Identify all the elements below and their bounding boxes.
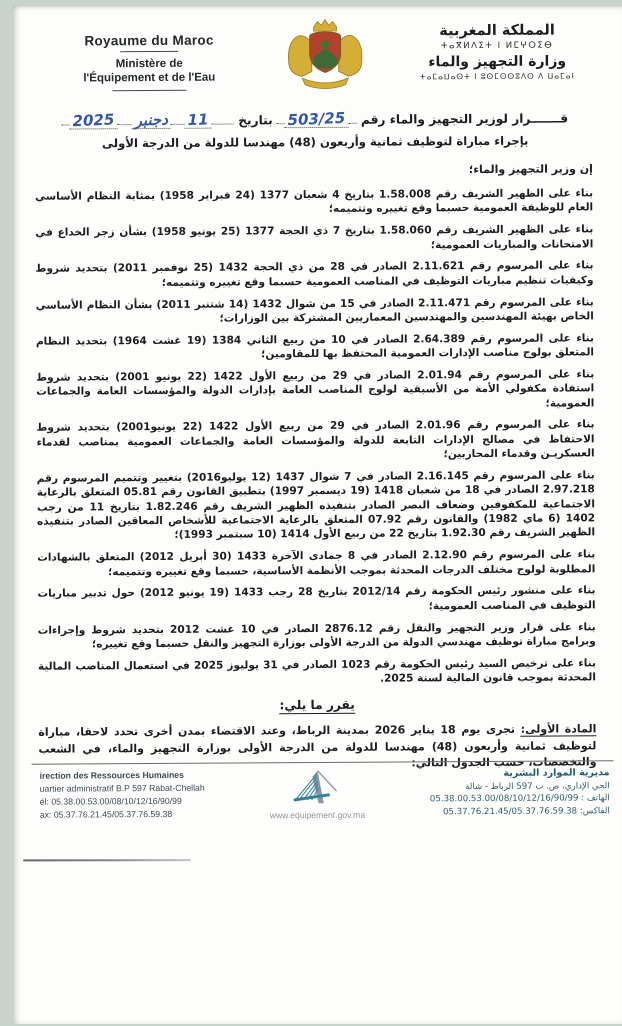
footer-address-ar: الحي الإداري، ص. ب 597 الرباط - شالة xyxy=(465,781,610,793)
clause: بناء على ترخيص السيد رئيس الحكومة رقم 1023 الصادر في 31 يوليوز 2025 في استعمال المناصب المالية المحدثة بموجب قانون المالية لسنة 2025. xyxy=(37,657,597,685)
emblem-container xyxy=(276,18,373,103)
footer-address-fr: uartier administratif B.P 597 Rabat-Chellah xyxy=(39,782,205,794)
page-footer xyxy=(32,760,614,822)
legal-clauses xyxy=(35,186,596,688)
opening-line: إن وزير التجهيز والماء؛ xyxy=(468,162,593,177)
footer-fax-fr: ax: 05.37.76.21.45/05.37.76.59.38 xyxy=(39,809,173,820)
decree-month-handwritten: دجنبر xyxy=(134,110,169,130)
kingdom-name-ar: المملكة المغربية xyxy=(439,22,555,40)
decision-heading: يقرر ما يلي: xyxy=(279,698,355,713)
footer-phone-ar: الهاتف : 05.38.00.53.00/08/10/12/16/90/99 xyxy=(429,793,610,805)
divider xyxy=(120,51,178,52)
decree-subtitle: بإجراء مباراة لتوظيف ثمانية وأربعون (48) مهندسا للدولة من الدرجة الأولى xyxy=(101,133,529,151)
footer-phone-fr: él: 05.38.00.53.00/08/10/12/16/90/99 xyxy=(39,795,182,807)
clause: بناء على المرسوم رقم 2.11.471 الصادر في 15 من شوال 1432 (14 شتنبر 2011) بشأن النظام الأساسي الخاص بهيئة المهندسين والمهندسين المعماريين المشتركة بين الوزارات؛ xyxy=(35,295,594,325)
decree-title-prefix: قـــــــرار لوزير التجهيز والماء رقم xyxy=(360,111,569,127)
letterhead-arabic xyxy=(391,22,603,81)
decree-title-date-word: بتاريخ xyxy=(238,113,273,128)
footer-logo-block xyxy=(242,769,392,821)
ministry-name-fr-line2: l'Équipement et de l'Eau xyxy=(83,71,216,85)
kingdom-name-fr: Royaume du Maroc xyxy=(84,32,214,49)
clause: بناء على الظهير الشريف رقم 1.58.060 بتاريخ 7 ذي الحجة 1377 (25 يونيو 1958) بشأن زجر الخداع في الامتحانات والمباريات العمومية؛ xyxy=(35,223,594,251)
clause: بناء على المرسوم رقم 2.01.94 الصادر في 29 من ربيع الأول 1422 (22 يونيو 2001) بتحديد شروط استفادة مكفولي الأمة من الأسبقية لولوج المناصب العامة بإدارات الدولة والمؤسسات العامة والجماعات العمومية؛ xyxy=(36,368,595,410)
footer-direction-ar: مديرية الموارد البشرية xyxy=(503,767,610,779)
footer-french-block xyxy=(40,769,205,822)
moroccan-coat-of-arms-icon xyxy=(276,18,372,99)
footer-fax-ar: الفاكس: 05.37.76.21.45/05.37.76.59.38 xyxy=(443,806,610,818)
clause: بناء على قرار وزير التجهيز والنقل رقم 2876.12 الصادر في 10 غشت 2012 بتحديد شروط وإجراءات وبرامج مباراة توظيف مهندسي الدولة من الدرجة الأولى بوزارة التجهيز والنقل حسبما وقع تغييره؛ xyxy=(37,620,596,651)
clause: بناء على منشور رئيس الحكومة رقم 2012/14 بتاريخ 28 رجب 1433 (19 يونيو 2012) حول تدبير مباريات التوظيف في المناصب العمومية؛ xyxy=(37,584,596,613)
clause: بناء على المرسوم رقم 2.12.90 الصادر في 8 جمادى الآخرة 1433 (30 أبريل 2012) المتعلق بالشهادات المطلوبة لولوج مختلف الدرجات المحدثة بموجب الأنظمة الأساسية، حسبما وقع تغييره وتتميمه؛ xyxy=(37,548,596,578)
scan-fold-artifact xyxy=(23,859,191,861)
decree-body xyxy=(11,162,622,775)
clause: بناء على المرسوم رقم 2.16.145 الصادر في 7 شوال 1437 (12 يوليو2016) بتغيير وتتميم المرسوم رقم 2.97.218 الصادر في 18 من شعبان 1418 (19 ديسمبر 1997) بتطبيق القانون رقم 05.81 المتعلق بالرعاية الاجتماعية للمكفوفين وضعاف البصر الصادر بتنفيذه الظهير الشريف رقم 1.82.246 بتاريخ 11 من رجب 1402 (6 ماي 1982) والقانون رقم 07.92 المتعلق بالرعاية الاجتماعية للأشخاص المعاقين الصادر بتنفيذه الظهير الشريف رقم 1.92.30 بتاريخ 22 من ربيع الأول 1414 (10 سبتمبر 1993)؛ xyxy=(36,469,596,542)
ministry-name-fr-line1: Ministère de xyxy=(115,57,183,71)
dotted-fill xyxy=(212,113,234,125)
ministry-name-tifinagh: ⵜⴰⵎⴰⵡⴰⵙⵜ ⵏ ⵓⵙⵎⵙⵙⵓⴷⵙ ⴷ ⵡⴰⵎⴰⵏ xyxy=(419,71,575,82)
divider xyxy=(112,90,186,91)
decree-year-handwritten: 2025 xyxy=(72,110,116,131)
footer-arabic-block xyxy=(430,766,610,818)
ministry-name-ar: وزارة التجهيز والماء xyxy=(428,53,567,71)
footer-website-url: www.equipement.gov.ma xyxy=(269,809,366,821)
footer-direction-fr: irection des Ressources Humaines xyxy=(39,769,184,781)
ministry-bridge-logo-icon xyxy=(291,769,343,805)
article-one-label: المادة الأولى: xyxy=(520,722,597,737)
letterhead xyxy=(10,4,620,104)
clause: بناء على المرسوم رقم 2.01.96 الصادر في 29 من ربيع الأول 1422 (22 يونيو2001) بتحديد شروط الاحتفاظ في مصالح الإدارات التابعة للدولة والمؤسسات العامة والجماعات العمومية بمناصب لقدماء العسكريـن وقدماء المحاربين؛ xyxy=(36,418,595,461)
article-one-text: تجرى يوم 18 يناير 2026 بمدينة الرباط، وعند الاقتضاء بمدن أخرى تحدد لاحقا، مباراة لتوظيف ثمانية وأربعون (48) مهندسا للدولة من الدرجة الأولى بوزارة التجهيز والماء، في الشعب والتخصصات، حسب الجدول التالي: xyxy=(38,723,597,770)
dotted-fill xyxy=(349,112,357,124)
clause: بناء على الظهير الشريف رقم 1.58.008 بتاريخ 4 شعبان 1377 (24 فبراير 1958) بمثابة النظام الأساسي العام للوظيفة العمومية حسبما وقع تغييره وتتميمه؛ xyxy=(35,187,594,216)
dotted-fill xyxy=(171,113,185,125)
clause: بناء على المرسوم رقم 2.11.621 الصادر في 28 من ذي الحجة 1432 (25 نوفمبر 2011) بتحديد شروط وكيفيات تنظيم مباريات التوظيف في المناصب العمومية حسبما وقع تغييره وتتميمه؛ xyxy=(35,259,594,289)
letterhead-french xyxy=(40,32,258,96)
decree-day-handwritten: 11 xyxy=(187,110,210,130)
document-page xyxy=(13,6,622,1024)
dotted-fill xyxy=(118,113,132,125)
page-content xyxy=(10,4,622,1026)
decree-number-handwritten: 503/25 xyxy=(287,108,346,130)
clause: بناء على المرسوم رقم 2.64.389 الصادر في 10 من ربيع الثاني 1384 (19 غشت 1964) بتحديد النظام المتعلق بولوج مناصب الإدارات العمومية المحتفظ بها للمقاومين؛ xyxy=(35,332,595,361)
kingdom-name-tifinagh: ⵜⴰⴳⵍⴷⵉⵜ ⵏ ⵍⵎⵖⵔⵉⴱ xyxy=(440,40,554,52)
decree-title-line xyxy=(11,110,620,130)
